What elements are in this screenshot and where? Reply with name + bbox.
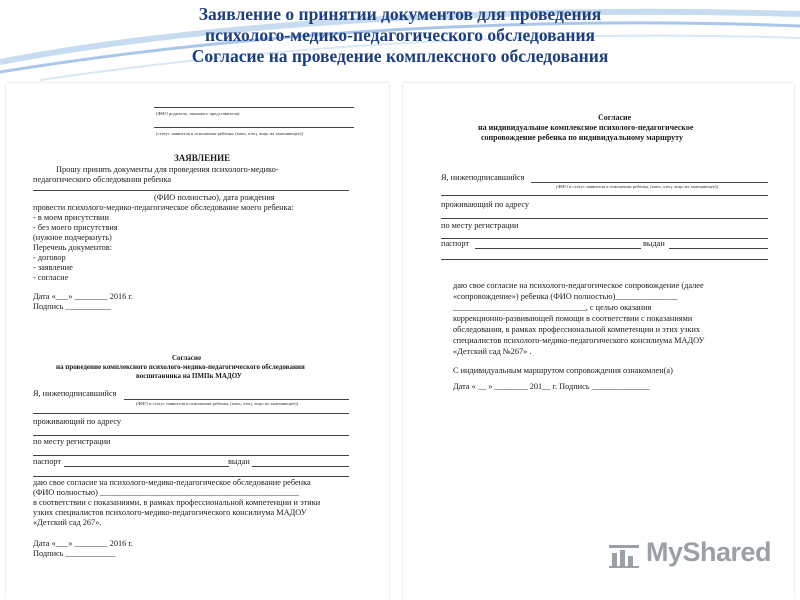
statement-signature: Подпись ___________: [33, 302, 112, 311]
consent-registration-line: [33, 455, 349, 456]
consent-issued-line: [252, 466, 349, 467]
statement-line: педагогического обследования ребенка: [33, 175, 172, 184]
right-address-line: [441, 218, 768, 219]
statement-line: провести психолого-медико-педагогическое обследование моего ребенка:: [33, 203, 294, 212]
consent-title: воспитанника на ПМПк МАДОУ: [136, 372, 242, 380]
consent-registration: по месту регистрации: [33, 437, 111, 446]
fio-line: [154, 107, 354, 108]
myshared-watermark: [606, 535, 776, 575]
consent-body-line: узких специалистов психолого-медико-педагогического консилиума МАДОУ: [33, 508, 307, 517]
right-extra-line: [441, 195, 768, 196]
slide-title-line: Согласие на проведение комплексного обследования: [191, 46, 609, 66]
right-body-line: «сопровождение») ребенка (ФИО полностью)_______________: [453, 292, 678, 301]
status-line: [154, 127, 354, 128]
right-extra-line: [441, 259, 768, 260]
consent-title: на проведение комплексного психолого-медико-педагогического обследования: [56, 363, 305, 371]
fio-hint: (ФИО родителя, законного представителя): [156, 111, 240, 116]
consent-title: Согласие: [172, 354, 202, 362]
watermark-text: MyShared: [646, 537, 772, 567]
right-body-line: обследования, в рамках профессиональной компетенции и этих узких: [453, 325, 701, 334]
right-consent-title: на индивидуальное комплексное психолого-педагогическое: [478, 123, 694, 132]
statement-line: - без моего присутствия: [33, 223, 118, 232]
statement-line: (нужное подчеркнуть): [33, 233, 112, 242]
consent-body-line: в соответствии с показаниями, в рамках профессиональной компетенции и этики: [33, 498, 321, 507]
consent-issued: выдан: [228, 457, 250, 466]
child-name-line: [33, 190, 349, 191]
right-intro: Я, нижеподписавшийся: [441, 173, 525, 182]
consent-body-line: даю свое согласие на психолого-медико-педагогическое обследование ребенка: [33, 478, 311, 487]
right-issued: выдан: [643, 239, 665, 248]
slide-title-line: Заявление о принятии документов для проведения: [198, 4, 602, 24]
statement-date: Дата «___» ________ 2016 г.: [33, 292, 133, 301]
consent-status-hint: (ФИО и статус заявителя в отношении ребенка, (мать, отец, лицо их заменяющее)): [136, 401, 299, 406]
right-body-line: ________________________________, с целью оказания: [453, 303, 652, 312]
consent-extra-line: [33, 413, 349, 414]
right-body-line: специалистов психолого-медико-педагогического консилиума МАДОУ: [453, 336, 705, 345]
application-document-page: [6, 83, 389, 600]
consent-address: проживающий по адресу: [33, 417, 122, 426]
right-passport-line: [475, 248, 641, 249]
right-consent-title: Согласие: [598, 113, 632, 122]
consent-date: Дата «___» ________ 2016 г.: [33, 539, 133, 548]
statement-line: (ФИО полностью), дата рождения: [154, 193, 275, 202]
consent-fio-line: [124, 399, 349, 400]
consent-body-line: (ФИО полностью) ________________________________________________: [33, 488, 300, 497]
consent-passport-line: [64, 466, 229, 467]
right-fio-line: [531, 182, 768, 183]
statement-line: Прошу принять документы для проведения психолого-медико-: [56, 165, 279, 174]
slide-title-line: психолого-медико-педагогического обследования: [204, 25, 595, 45]
right-body-line: коррекционно-развивающей помощи в соответствии с показаниями: [453, 314, 693, 323]
right-registration-line: [441, 238, 768, 239]
consent-body-line: «Детский сад 267».: [33, 518, 102, 527]
right-consent-title: сопровождение ребенка по индивидуальному маршруту: [481, 133, 684, 142]
consent-signature: Подпись ____________: [33, 549, 116, 558]
consent-document-page: [403, 83, 794, 600]
slide-title: [0, 4, 800, 67]
consent-address-line: [33, 435, 349, 436]
chart-bars-icon: [608, 541, 640, 569]
right-registration: по месту регистрации: [441, 221, 519, 230]
right-body-line: «Детский сад №267» .: [453, 347, 532, 356]
statement-line: - договор: [33, 253, 66, 262]
statement-line: - согласие: [33, 273, 69, 282]
consent-intro: Я, нижеподписавшийся: [33, 389, 117, 398]
consent-extra-line: [33, 476, 349, 477]
statement-line: - в моем присутствии: [33, 213, 109, 222]
right-ack: С индивидуальным маршрутом сопровождения ознакомлен(а): [453, 366, 673, 375]
statement-title: ЗАЯВЛЕНИЕ: [174, 153, 231, 163]
right-address: проживающий по адресу: [441, 200, 530, 209]
right-body-line: даю свое согласие на психолого-педагогическое сопровождение (далее: [453, 281, 704, 290]
status-hint: (статус заявителя в отношении ребенка, (мать, отец, лицо их заменяющее)): [156, 131, 303, 136]
right-date-signature: Дата « __ » ________ 201__ г. Подпись ______________: [453, 382, 650, 391]
consent-passport: паспорт: [33, 457, 62, 466]
statement-line: Перечень документов:: [33, 243, 113, 252]
right-issued-line: [669, 248, 768, 249]
right-status-hint: (ФИО и статус заявителя в отношении ребенка, (мать, отец, лицо их заменяющее)): [556, 184, 719, 189]
right-passport: паспорт: [441, 239, 470, 248]
statement-line: - заявление: [33, 263, 73, 272]
